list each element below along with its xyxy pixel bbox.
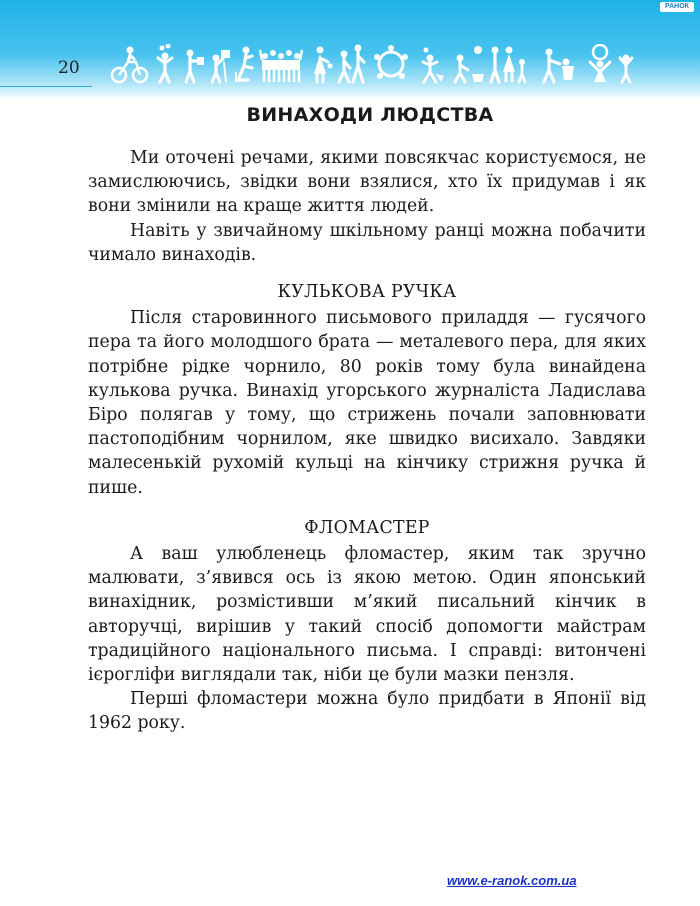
hugging-icon <box>544 49 574 83</box>
juggler-icon <box>158 44 172 82</box>
painter-icon <box>212 50 230 82</box>
page-number: 20 <box>58 58 80 78</box>
family-icon <box>491 47 525 83</box>
publisher-website-link[interactable]: www.e-ranok.com.ua <box>447 873 577 888</box>
gardener-icon <box>455 46 484 82</box>
section-heading-felt-tip-pen: ФЛОМАСТЕР <box>304 517 430 538</box>
circle-dance-icon <box>374 45 408 79</box>
felt-tip-pen-paragraph: Перші фломастери можна було придбати в Японії від 1962 року. <box>88 689 646 734</box>
mother-child-icon <box>314 47 333 83</box>
celebration-icon <box>590 45 632 82</box>
section-heading-ballpoint-pen: КУЛЬКОВА РУЧКА <box>277 282 457 303</box>
hikers-icon <box>339 45 364 83</box>
climber-icon <box>423 48 444 83</box>
publisher-logo: РАНОК <box>660 2 694 12</box>
thinker-icon <box>236 47 252 83</box>
cyclist-icon <box>112 47 147 83</box>
intro-paragraph: Навіть у звичайному шкільному ранці можна побачити чимало винаходів. <box>88 220 646 265</box>
crowd-icon <box>260 50 302 82</box>
header-rule <box>0 86 92 87</box>
reader-icon <box>186 50 204 83</box>
felt-tip-pen-paragraph: А ваш улюбленець фломастер, яким так зручно малювати, з’явився ось із якою метою. Один японський винахідник, розмістивши м’який писальний кінчик в авторучці, вирішив у такий спосіб допомогти майстрам традиційного національного письма. І справді: витончені ієрогліфи виглядали так, ніби це були мазки пензля. <box>88 544 646 686</box>
main-text <box>88 146 646 736</box>
pictogram-strip <box>110 44 655 84</box>
page-title: ВИНАХОДИ ЛЮДСТВА <box>246 104 494 126</box>
intro-paragraph: Ми оточені речами, якими повсякчас користуємося, не замислюючись, звідки вони взялися, хто їх придумав і як вони змінили на краще життя людей. <box>88 148 646 217</box>
ballpoint-pen-paragraph: Після старовинного письмового приладдя — гусячого пера та його молодшого брата — металевого пера, для яких потрібне рідке чорнило, 80 років тому була винайдена кулькова ручка. Винахід угорського журналіста Ладислава Біро полягав у тому, що стрижень почали заповнювати пастоподібним чорнилом, яке швидко висихало. Завдяки малесенькій рухомій кульці на кінчику стрижня ручка й пише. <box>88 308 646 498</box>
